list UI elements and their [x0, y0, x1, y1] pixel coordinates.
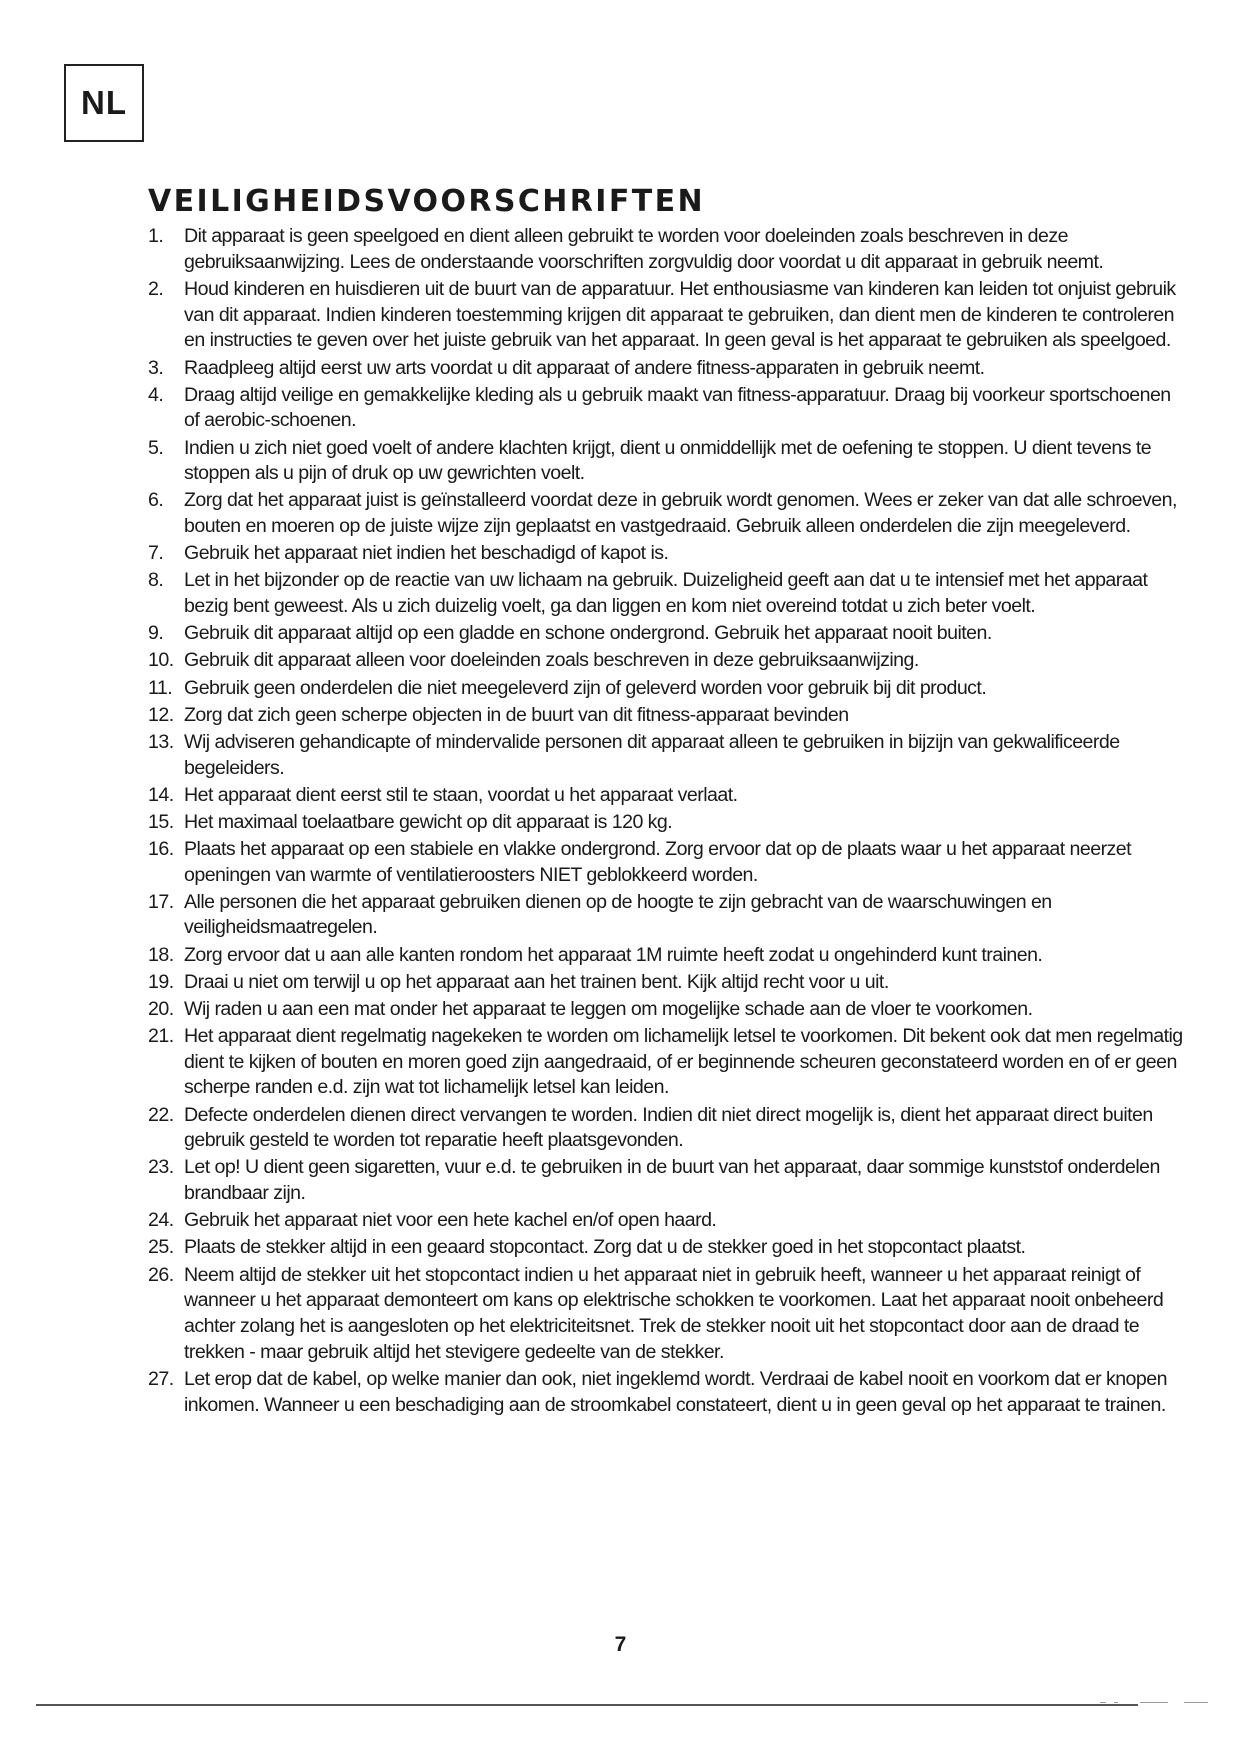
- rule-item: [148, 1155, 1188, 1207]
- rule-text: Defecte onderdelen dienen direct vervangen te worden. Indien dit niet direct mogelijk is, dient het apparaat direct buiten gebruik gesteld te worden tot reparatie heeft plaatsgevonden.: [184, 1103, 1153, 1152]
- rule-item: [148, 648, 1188, 674]
- rule-text: Zorg dat zich geen scherpe objecten in de buurt van dit fitness-apparaat bevinden: [184, 703, 849, 726]
- rule-item: [148, 1103, 1188, 1155]
- rule-item: [148, 224, 1188, 276]
- rule-number: 22.: [148, 1103, 174, 1126]
- rule-text: Dit apparaat is geen speelgoed en dient alleen gebruikt te worden voor doeleinden zoals beschreven in deze gebruiksaanwijzing. Lees de onderstaande voorschriften zorgvuldig door voordat u dit apparaat in gebruik neemt.: [184, 225, 1104, 273]
- footer-divider: [36, 1704, 1138, 1706]
- rule-number: 12.: [148, 703, 174, 726]
- rule-number: 27.: [148, 1367, 174, 1390]
- rule-item: [148, 703, 1188, 729]
- rule-text: Het apparaat dient eerst stil te staan, voordat u het apparaat verlaat.: [184, 783, 738, 806]
- rule-number: 8.: [148, 569, 164, 592]
- rule-text: Gebruik dit apparaat altijd op een gladde en schone ondergrond. Gebruik het apparaat nooit buiten.: [184, 622, 992, 645]
- rule-number: 16.: [148, 837, 174, 860]
- rule-text: Draag altijd veilige en gemakkelijke kleding als u gebruik maakt van fitness-apparatuur. Draag bij voorkeur sportschoenen of aerobic-schoenen.: [184, 383, 1171, 432]
- rule-item: [148, 436, 1188, 488]
- rule-item: [148, 1263, 1188, 1366]
- rule-number: 17.: [148, 890, 174, 913]
- rule-number: 24.: [148, 1209, 174, 1232]
- rule-number: 23.: [148, 1156, 174, 1179]
- rule-text: Alle personen die het apparaat gebruiken dienen op de hoogte te zijn gebracht van de waarschuwingen en veiligheidsmaatregelen.: [184, 890, 1052, 939]
- rule-number: 20.: [148, 997, 174, 1020]
- rule-text: Raadpleeg altijd eerst uw arts voordat u dit apparaat of andere fitness-apparaten in gebruik neemt.: [184, 356, 985, 379]
- rule-item: [148, 676, 1188, 702]
- rule-text: Gebruik geen onderdelen die niet meegeleverd zijn of geleverd worden voor gebruik bij dit product.: [184, 676, 987, 699]
- rule-number: 26.: [148, 1263, 174, 1286]
- rule-text: Houd kinderen en huisdieren uit de buurt van de apparatuur. Het enthousiasme van kinderen kan leiden tot onjuist gebruik van dit apparaat. Indien kinderen toestemming krijgen dit apparaat te gebruiken, dan dient men de kinderen te controleren en instructies te geven over het juiste gebruik van het apparaat. In geen geval is het apparaat te gebruiken als speelgoed.: [184, 277, 1176, 352]
- rule-number: 2.: [148, 277, 164, 300]
- rule-item: [148, 730, 1188, 782]
- rule-number: 19.: [148, 970, 174, 993]
- rule-text: Het apparaat dient regelmatig nagekeken te worden om lichamelijk letsel te voorkomen. Dit bekent ook dat men regelmatig dient te kijken of bouten en moren goed zijn aangedraaid, of er beginnende scheuren geconstateerd worden en of er geen scherpe randen e.d. zijn wat tot lichamelijk letsel kan leiden.: [184, 1024, 1183, 1099]
- rule-number: 21.: [148, 1024, 174, 1047]
- rule-item: [148, 783, 1188, 809]
- rule-item: [148, 1235, 1188, 1261]
- rule-number: 15.: [148, 810, 174, 833]
- rule-item: [148, 621, 1188, 647]
- rule-text: Let op! U dient geen sigaretten, vuur e.d. te gebruiken in de buurt van het apparaat, daar sommige kunststof onderdelen brandbaar zijn.: [184, 1156, 1160, 1205]
- rule-text: Plaats het apparaat op een stabiele en vlakke ondergrond. Zorg ervoor dat op de plaats waar u het apparaat neerzet openingen van warmte of ventilatieroosters NIET geblokkeerd worden.: [184, 837, 1132, 886]
- rule-number: 13.: [148, 730, 174, 753]
- rule-item: [148, 810, 1188, 836]
- rule-number: 7.: [148, 542, 164, 565]
- rule-item: [148, 890, 1188, 942]
- rule-item: [148, 1367, 1188, 1419]
- rule-item: [148, 1024, 1188, 1101]
- rule-number: 4.: [148, 383, 164, 406]
- page-title: VEILIGHEIDSVOORSCHRIFTEN: [148, 184, 705, 219]
- rule-text: Gebruik het apparaat niet voor een hete kachel en/of open haard.: [184, 1209, 717, 1232]
- rule-item: [148, 356, 1188, 382]
- rule-item: [148, 277, 1188, 354]
- rule-text: Draai u niet om terwijl u op het apparaat aan het trainen bent. Kijk altijd recht voor u uit.: [184, 970, 889, 993]
- rule-item: [148, 943, 1188, 969]
- rule-item: [148, 1208, 1188, 1234]
- language-badge: NL: [64, 64, 144, 142]
- safety-rules-list: [148, 224, 1188, 1420]
- rule-item: [148, 970, 1188, 996]
- rule-item: [148, 997, 1188, 1023]
- rule-text: Het maximaal toelaatbare gewicht op dit apparaat is 120 kg.: [184, 810, 673, 833]
- rule-text: Gebruik het apparaat niet indien het beschadigd of kapot is.: [184, 542, 669, 565]
- rule-number: 10.: [148, 649, 174, 672]
- rule-text: Plaats de stekker altijd in een geaard stopcontact. Zorg dat u de stekker goed in het stopcontact plaatst.: [184, 1236, 1026, 1259]
- rule-text: Let in het bijzonder op de reactie van uw lichaam na gebruik. Duizeligheid geeft aan dat u te intensief met het apparaat bezig bent geweest. Als u zich duizelig voelt, ga dan liggen en kom niet overeind totdat u zich beter voelt.: [184, 569, 1148, 618]
- page-number: 7: [614, 1633, 627, 1656]
- rule-number: 14.: [148, 783, 174, 806]
- rule-number: 18.: [148, 943, 174, 966]
- rule-text: Let erop dat de kabel, op welke manier dan ook, niet ingeklemd wordt. Verdraai de kabel nooit en voorkom dat er knopen inkomen. Wanneer u een beschadiging aan de stroomkabel constateert, dient u in geen geval op het apparaat te trainen.: [184, 1367, 1167, 1416]
- rule-item: [148, 541, 1188, 567]
- rule-item: [148, 488, 1188, 540]
- rule-text: Indien u zich niet goed voelt of andere klachten krijgt, dient u onmiddellijk met de oefening te stoppen. U dient tevens te stoppen als u pijn of druk op uw gewrichten voelt.: [184, 436, 1152, 485]
- rule-item: [148, 383, 1188, 435]
- footer-print-marks: [1100, 1698, 1210, 1710]
- rule-number: 5.: [148, 436, 164, 459]
- rule-number: 6.: [148, 489, 164, 512]
- rule-number: 9.: [148, 622, 164, 645]
- rule-text: Neem altijd de stekker uit het stopcontact indien u het apparaat niet in gebruik heeft, wanneer u het apparaat reinigt of wanneer u het apparaat demonteert om kans op elektrische schokken te voorkomen. Laat het apparaat nooit onbeheerd achter zolang het is aangesloten op het elektriciteitsnet. Trek de stekker nooit uit het stopcontact door aan de draad te trekken - maar gebruik altijd het stevigere gedeelte van de stekker.: [184, 1263, 1164, 1363]
- rule-text: Gebruik dit apparaat alleen voor doeleinden zoals beschreven in deze gebruiksaanwijzing.: [184, 649, 919, 672]
- rule-number: 11.: [148, 676, 173, 699]
- rule-number: 3.: [148, 356, 164, 379]
- rule-text: Zorg dat het apparaat juist is geïnstalleerd voordat deze in gebruik wordt genomen. Wees er zeker van dat alle schroeven, bouten en moeren op de juiste wijze zijn geplaatst en vastgedraaid. Gebruik alleen onderdelen die zijn meegeleverd.: [184, 489, 1177, 538]
- rule-number: 1.: [148, 225, 164, 247]
- rule-number: 25.: [148, 1236, 174, 1259]
- rule-text: Zorg ervoor dat u aan alle kanten rondom het apparaat 1M ruimte heeft zodat u ongehinderd kunt trainen.: [184, 943, 1043, 966]
- rule-item: [148, 837, 1188, 889]
- rule-text: Wij raden u aan een mat onder het apparaat te leggen om mogelijke schade aan de vloer te voorkomen.: [184, 997, 1033, 1020]
- rule-item: [148, 568, 1188, 620]
- rule-text: Wij adviseren gehandicapte of mindervalide personen dit apparaat alleen te gebruiken in bijzijn van gekwalificeerde begeleiders.: [184, 730, 1120, 779]
